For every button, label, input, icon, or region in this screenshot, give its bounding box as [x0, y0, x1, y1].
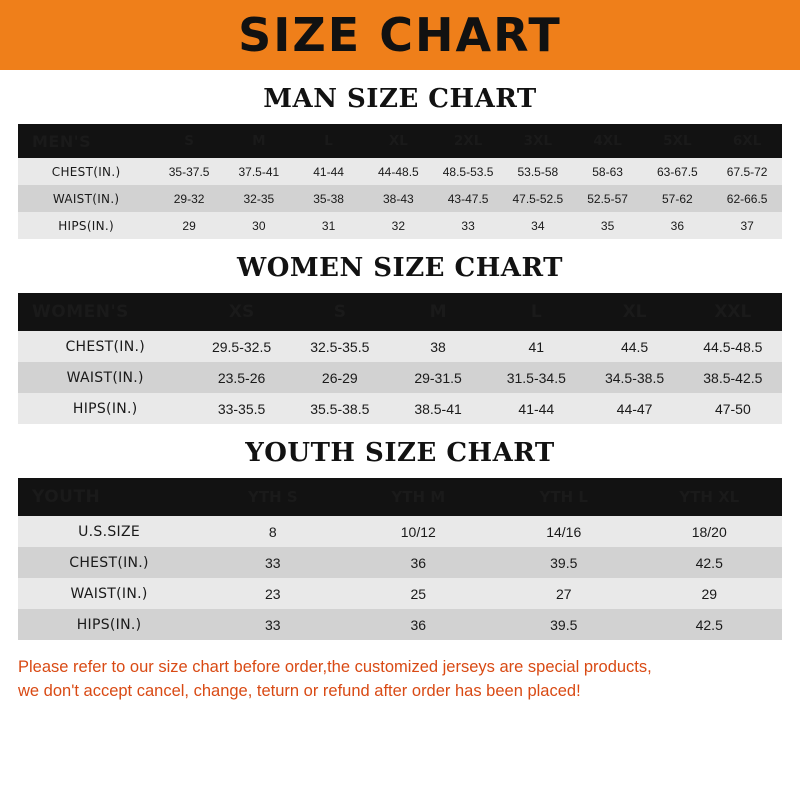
size-column-header: YTH L	[491, 478, 636, 516]
measurement-value: 33	[200, 609, 345, 640]
table-row	[18, 547, 782, 578]
measurement-value: 25	[346, 578, 491, 609]
measurement-value: 44-47	[585, 393, 683, 424]
measurement-value: 47.5-52.5	[503, 185, 573, 212]
women-size-table	[18, 293, 782, 424]
measurement-value: 38.5-41	[389, 393, 487, 424]
measurement-value: 32-35	[224, 185, 294, 212]
measurement-value: 33	[433, 212, 503, 239]
measurement-value: 38.5-42.5	[684, 362, 782, 393]
measurement-value: 35	[573, 212, 643, 239]
footer-note-line-1: Please refer to our size chart before order,the customized jerseys are special products,	[18, 658, 652, 676]
measurement-value: 29-31.5	[389, 362, 487, 393]
measurement-value: 31	[294, 212, 364, 239]
measurement-value: 35.5-38.5	[291, 393, 389, 424]
size-column-header: L	[294, 124, 364, 158]
size-column-header: XXL	[684, 293, 782, 331]
measurement-value: 34	[503, 212, 573, 239]
table-row	[18, 362, 782, 393]
measurement-value: 10/12	[346, 516, 491, 547]
youth-section	[0, 438, 800, 640]
size-column-header: L	[487, 293, 585, 331]
measurement-label: WAIST(IN.)	[18, 362, 192, 393]
women-table-body	[18, 293, 782, 424]
measurement-value: 33-35.5	[192, 393, 290, 424]
measurement-value: 42.5	[636, 547, 782, 578]
measurement-label: HIPS(IN.)	[18, 609, 200, 640]
size-column-header: 2XL	[433, 124, 503, 158]
men-section	[0, 84, 800, 239]
table-row	[18, 331, 782, 362]
table-header-label: WOMEN'S	[18, 293, 192, 331]
measurement-value: 41-44	[487, 393, 585, 424]
size-column-header: YTH XL	[636, 478, 782, 516]
measurement-value: 38-43	[363, 185, 433, 212]
women-section-title: WOMEN SIZE CHART	[237, 253, 563, 283]
measurement-value: 34.5-38.5	[585, 362, 683, 393]
table-header-row	[18, 124, 782, 158]
measurement-label: CHEST(IN.)	[18, 158, 154, 185]
table-row	[18, 609, 782, 640]
size-column-header: XL	[585, 293, 683, 331]
measurement-value: 32.5-35.5	[291, 331, 389, 362]
measurement-label: CHEST(IN.)	[18, 547, 200, 578]
table-header-label: MEN'S	[18, 124, 154, 158]
measurement-label: HIPS(IN.)	[18, 393, 192, 424]
size-column-header: 4XL	[573, 124, 643, 158]
measurement-value: 29.5-32.5	[192, 331, 290, 362]
measurement-value: 67.5-72	[712, 158, 782, 185]
measurement-label: WAIST(IN.)	[18, 578, 200, 609]
measurement-label: CHEST(IN.)	[18, 331, 192, 362]
measurement-label: U.S.SIZE	[18, 516, 200, 547]
header-band	[0, 0, 800, 70]
size-column-header: M	[224, 124, 294, 158]
measurement-value: 43-47.5	[433, 185, 503, 212]
measurement-value: 37	[712, 212, 782, 239]
table-header-row	[18, 478, 782, 516]
table-row	[18, 393, 782, 424]
measurement-value: 23	[200, 578, 345, 609]
measurement-value: 26-29	[291, 362, 389, 393]
measurement-value: 53.5-58	[503, 158, 573, 185]
measurement-label: WAIST(IN.)	[18, 185, 154, 212]
measurement-value: 32	[363, 212, 433, 239]
measurement-value: 18/20	[636, 516, 782, 547]
youth-table-body	[18, 478, 782, 640]
men-section-title: MAN SIZE CHART	[263, 84, 537, 114]
measurement-value: 29-32	[154, 185, 224, 212]
measurement-value: 39.5	[491, 547, 636, 578]
measurement-value: 39.5	[491, 609, 636, 640]
table-header-row	[18, 293, 782, 331]
footer-note	[18, 656, 782, 704]
size-column-header: S	[291, 293, 389, 331]
footer-note-line-2: we don't accept cancel, change, teturn or refund after order has been placed!	[18, 681, 581, 700]
measurement-value: 41-44	[294, 158, 364, 185]
measurement-value: 44-48.5	[363, 158, 433, 185]
measurement-value: 41	[487, 331, 585, 362]
men-size-table	[18, 124, 782, 239]
measurement-value: 27	[491, 578, 636, 609]
table-row	[18, 578, 782, 609]
men-table-body	[18, 124, 782, 239]
measurement-value: 8	[200, 516, 345, 547]
size-column-header: XS	[192, 293, 290, 331]
page-title: SIZE CHART	[238, 8, 562, 62]
measurement-value: 52.5-57	[573, 185, 643, 212]
measurement-value: 36	[346, 609, 491, 640]
measurement-value: 48.5-53.5	[433, 158, 503, 185]
women-section	[0, 253, 800, 424]
table-row	[18, 212, 782, 239]
measurement-value: 38	[389, 331, 487, 362]
measurement-value: 37.5-41	[224, 158, 294, 185]
measurement-value: 23.5-26	[192, 362, 290, 393]
measurement-value: 63-67.5	[642, 158, 712, 185]
measurement-value: 47-50	[684, 393, 782, 424]
size-column-header: XL	[363, 124, 433, 158]
measurement-value: 44.5-48.5	[684, 331, 782, 362]
measurement-value: 44.5	[585, 331, 683, 362]
measurement-value: 14/16	[491, 516, 636, 547]
size-column-header: 3XL	[503, 124, 573, 158]
measurement-value: 35-38	[294, 185, 364, 212]
table-row	[18, 516, 782, 547]
measurement-value: 57-62	[642, 185, 712, 212]
youth-section-title: YOUTH SIZE CHART	[245, 438, 555, 468]
table-row	[18, 158, 782, 185]
size-column-header: S	[154, 124, 224, 158]
measurement-value: 36	[642, 212, 712, 239]
measurement-value: 62-66.5	[712, 185, 782, 212]
measurement-label: HIPS(IN.)	[18, 212, 154, 239]
measurement-value: 29	[636, 578, 782, 609]
measurement-value: 58-63	[573, 158, 643, 185]
table-row	[18, 185, 782, 212]
size-column-header: 6XL	[712, 124, 782, 158]
size-column-header: YTH S	[200, 478, 345, 516]
measurement-value: 42.5	[636, 609, 782, 640]
measurement-value: 30	[224, 212, 294, 239]
youth-size-table	[18, 478, 782, 640]
table-header-label: YOUTH	[18, 478, 200, 516]
measurement-value: 35-37.5	[154, 158, 224, 185]
measurement-value: 33	[200, 547, 345, 578]
measurement-value: 31.5-34.5	[487, 362, 585, 393]
size-column-header: YTH M	[346, 478, 491, 516]
measurement-value: 29	[154, 212, 224, 239]
measurement-value: 36	[346, 547, 491, 578]
size-column-header: 5XL	[642, 124, 712, 158]
size-column-header: M	[389, 293, 487, 331]
